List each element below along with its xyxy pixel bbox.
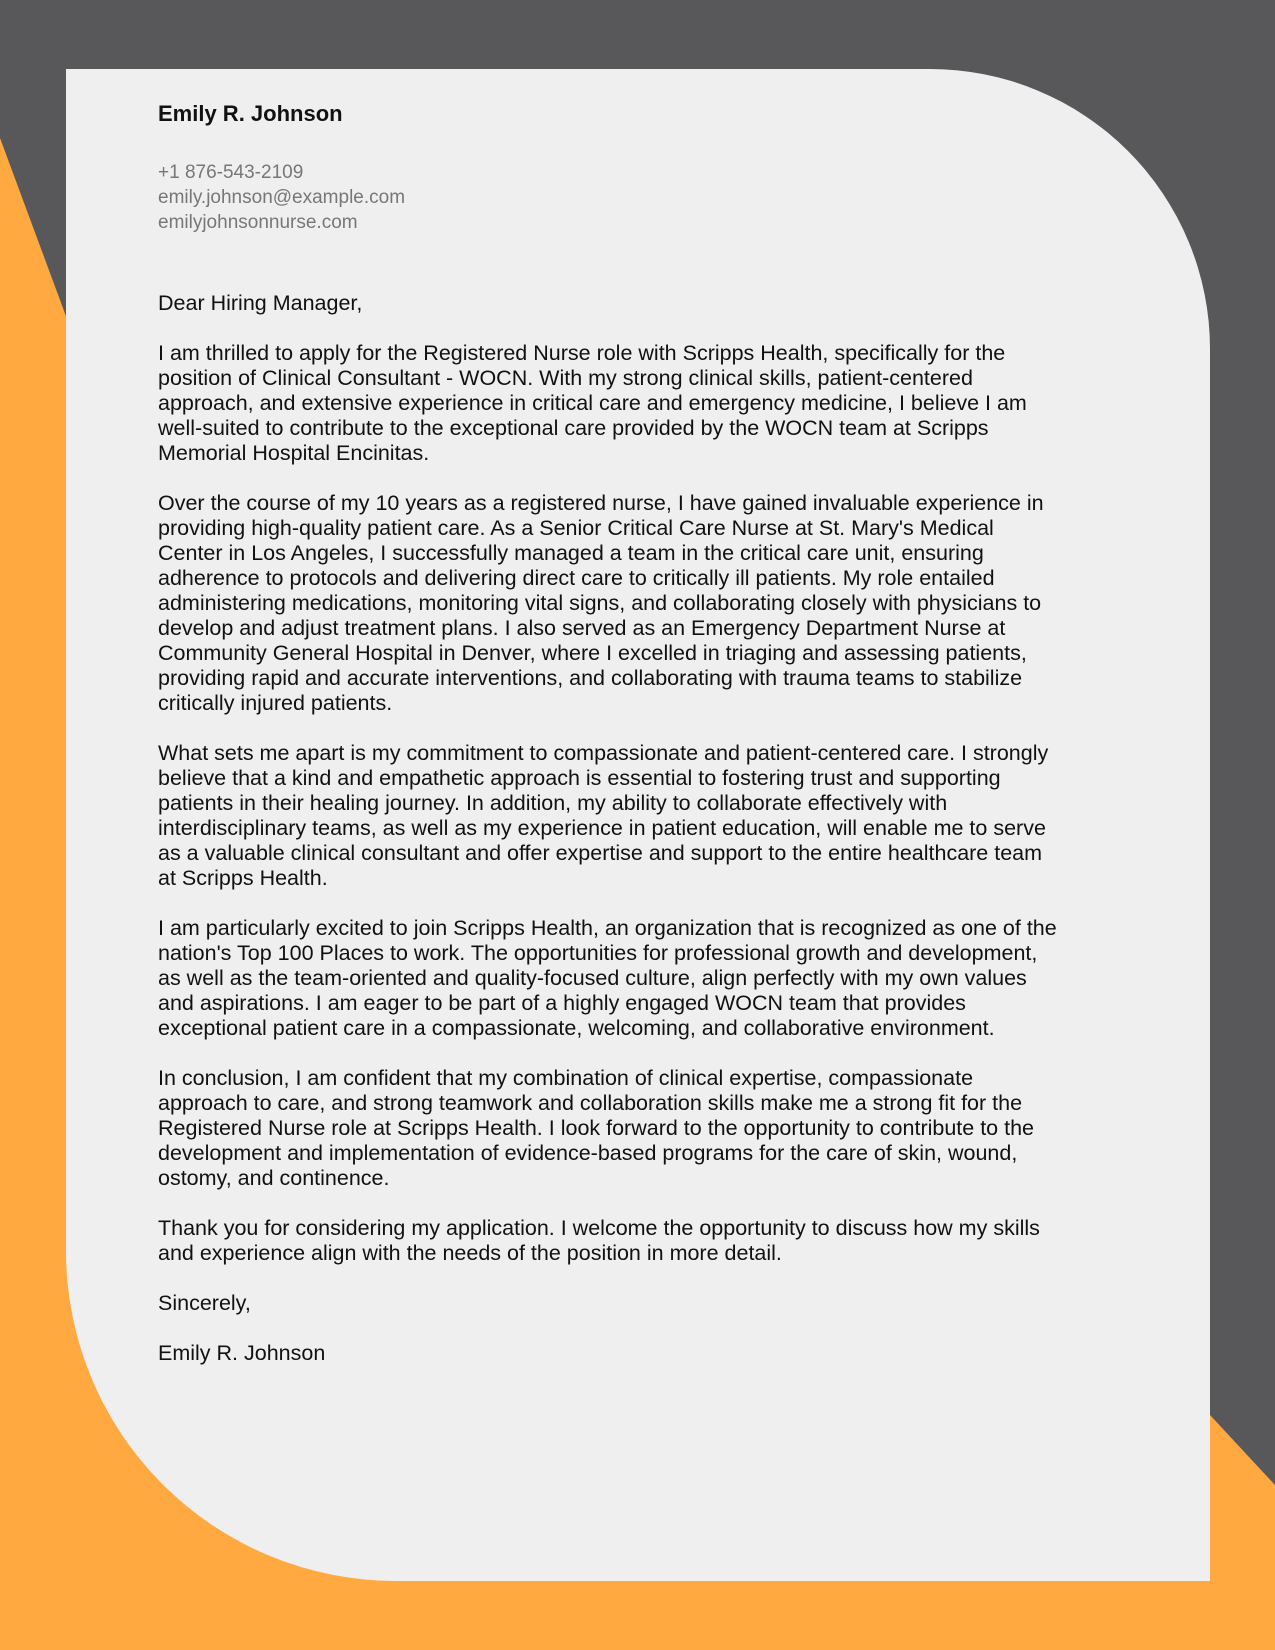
body-paragraph-2: Over the course of my 10 years as a registered nurse, I have gained invaluable experience in providing high-quality patient care. As a Senior Critical Care Nurse at St. Mary's Medical Center in Los Angeles, I successfully managed a team in the critical care unit, ensuring adherence to protocols and delivering direct care to critically ill patients. My role entailed administering medications, monitoring vital signs, and collaborating closely with physicians to develop and adjust treatment plans. I also served as an Emergency Department Nurse at Community General Hospital in Denver, where I excelled in triaging and assessing patients, providing rapid and accurate interventions, and collaborating with trauma teams to stabilize critically injured patients. — [158, 491, 1044, 715]
body-paragraph-6: Thank you for considering my application. I welcome the opportunity to discuss how my skills and experience align with the needs of the position in more detail. — [158, 1216, 1040, 1265]
sender-name: Emily R. Johnson — [158, 101, 343, 126]
letter-content — [158, 100, 1138, 1391]
body-paragraph-1: I am thrilled to apply for the Registered Nurse role with Scripps Health, specifically for the position of Clinical Consultant - WOCN. With my strong clinical skills, patient-centered approach, and extensive experience in critical care and emergency medicine, I believe I am well-suited to contribute to the exceptional care provided by the WOCN team at Scripps Memorial Hospital Encinitas. — [158, 341, 1027, 465]
body-paragraph-3: What sets me apart is my commitment to compassionate and patient-centered care. I strongly believe that a kind and empathetic approach is essential to fostering trust and supporting patients in their healing journey. In addition, my ability to collaborate effectively with interdisciplinary teams, as well as my experience in patient education, will enable me to serve as a valuable clinical consultant and offer expertise and support to the entire healthcare team at Scripps Health. — [158, 741, 1049, 890]
body-paragraph-5: In conclusion, I am confident that my combination of clinical expertise, compassionate approach to care, and strong teamwork and collaboration skills make me a strong fit for the Registered Nurse role at Scripps Health. I look forward to the opportunity to contribute to the development and implementation of evidence-based programs for the care of skin, wound, ostomy, and continence. — [158, 1066, 1034, 1190]
closing: Sincerely, — [158, 1291, 251, 1315]
sender-email[interactable]: emily.johnson@example.com — [158, 187, 406, 208]
sender-phone[interactable]: +1 876-543-2109 — [158, 162, 304, 183]
contact-block — [158, 160, 1138, 235]
sender-website[interactable]: emilyjohnsonnurse.com — [158, 212, 358, 233]
orange-accent-bottom — [0, 1581, 1275, 1650]
body-paragraph-4: I am particularly excited to join Scripps Health, an organization that is recognized as one of the nation's Top 100 Places to work. The opportunities for professional growth and development, as well as the team-oriented and quality-focused culture, align perfectly with my own values and aspirations. I am eager to be part of a highly engaged WOCN team that provides exceptional patient care in a compassionate, welcoming, and collaborative environment. — [158, 916, 1057, 1040]
signature: Emily R. Johnson — [158, 1341, 326, 1365]
salutation: Dear Hiring Manager, — [158, 291, 363, 315]
